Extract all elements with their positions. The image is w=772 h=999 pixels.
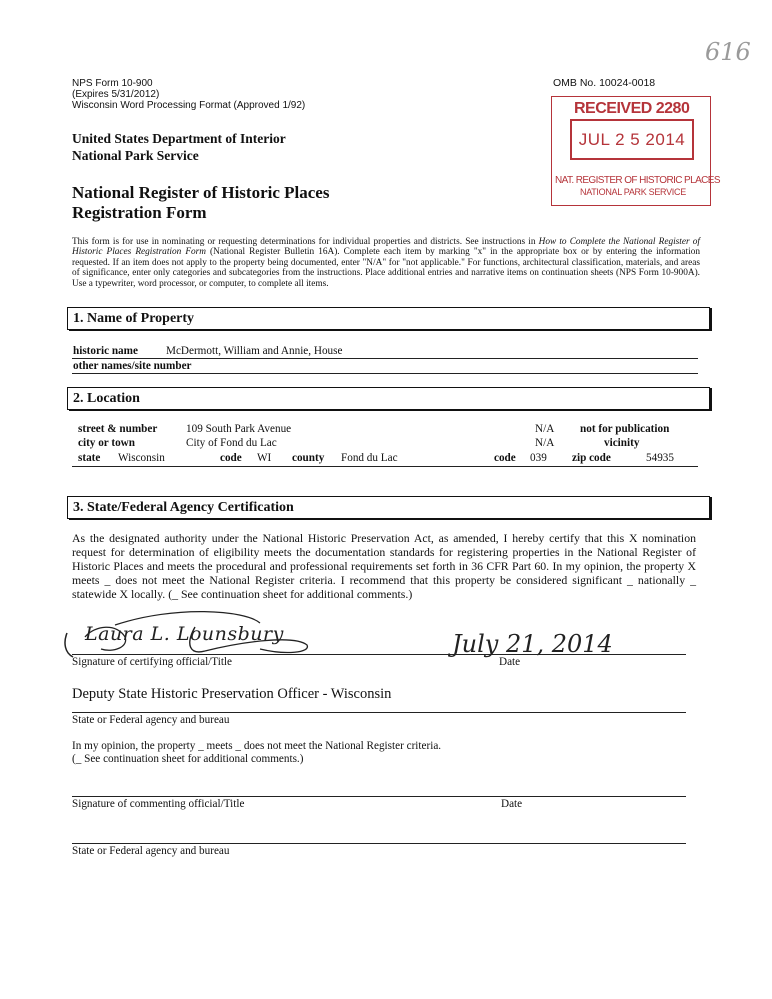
form-title-line1: National Register of Historic Places — [72, 183, 330, 202]
form-format: Wisconsin Word Processing Format (Approved 1/92) — [72, 100, 306, 111]
stamp-date: JUL 2 5 2014 — [578, 130, 686, 149]
state-code-value[interactable]: WI — [257, 452, 272, 464]
street-label: street & number — [78, 423, 158, 435]
date-label: Date — [499, 656, 521, 668]
vicinity-label: vicinity — [604, 437, 640, 449]
signature-label: Signature of certifying official/Title — [72, 656, 233, 668]
section-1-header: 1. Name of Property — [67, 307, 710, 330]
opinion-line2: (_ See continuation sheet for additional comments.) — [72, 753, 304, 765]
zip-value[interactable]: 54935 — [646, 452, 674, 464]
not-for-publication: not for publication — [580, 423, 670, 435]
zip-label: zip code — [572, 452, 611, 464]
state-code-label: code — [220, 452, 242, 464]
stamp-date-box — [570, 119, 694, 160]
received-stamp — [551, 96, 720, 206]
street-na: N/A — [535, 423, 555, 435]
service-name: National Park Service — [72, 148, 199, 163]
stamp-received: RECEIVED 2280 — [574, 100, 690, 117]
state-label: state — [78, 452, 101, 464]
rule — [72, 654, 686, 655]
rule — [72, 796, 686, 797]
form-title-line2: Registration Form — [72, 203, 207, 222]
county-code-label: code — [494, 452, 516, 464]
rule — [72, 373, 698, 374]
certification-statement: As the designated authority under the National Historic Preservation Act, as amended, I hereby certify that this X nomination request for determination of eligibility meets the documentation standards for registering properties in the National Register of Historic Places and meets the procedural and professional requirements set forth in 36 CFR Part 60. In my opinion, the property X meets _ does not meet the National Register criteria. I recommend that this property be considered significant _ nationally _ statewide X locally. (_ See continuation sheet for additional comments.) — [72, 531, 696, 601]
section-3-header: 3. State/Federal Agency Certification — [67, 496, 710, 519]
city-value[interactable]: City of Fond du Lac — [186, 437, 277, 449]
intro-instructions: This form is for use in nominating or requesting determinations for individual properties and districts. See instructions in How to Complete the National Register of Historic Places Registration Form (National Register Bulletin 16A). Complete each item by marking "x" in the appropriate box or by entering the information requested. If an item does not apply to the property being documented, enter "N/A" for "not applicable." For functions, architectural classification, materials, and areas of significance, enter only categories and subcategories from the instructions. Place additional entries and narrative items on continuation sheets (NPS Form 10-900A). Use a typewriter, word processor, or computer, to complete all items. — [72, 237, 700, 289]
city-na: N/A — [535, 437, 555, 449]
agency-bureau-label-2: State or Federal agency and bureau — [72, 845, 230, 857]
section-2-header: 2. Location — [67, 387, 710, 410]
commenting-date-label: Date — [501, 798, 523, 810]
form-expiration: (Expires 5/31/2012) — [72, 89, 160, 100]
city-label: city or town — [78, 437, 135, 449]
form-number: NPS Form 10-900 — [72, 78, 153, 89]
rule — [72, 712, 686, 713]
handwritten-date: July 21, 2014 — [452, 630, 613, 658]
state-value[interactable]: Wisconsin — [118, 452, 165, 464]
commenting-signature-label: Signature of commenting official/Title — [72, 798, 245, 810]
rule — [72, 358, 698, 359]
county-value[interactable]: Fond du Lac — [341, 452, 398, 464]
other-names-label: other names/site number — [73, 360, 192, 372]
department-name: United States Department of Interior — [72, 131, 286, 146]
historic-name-label: historic name — [73, 345, 138, 357]
county-label: county — [292, 452, 325, 464]
street-value[interactable]: 109 South Park Avenue — [186, 423, 292, 435]
rule — [72, 843, 686, 844]
handwritten-signature: Laura L. Lounsbury — [85, 623, 284, 645]
agency-bureau-label: State or Federal agency and bureau — [72, 714, 230, 726]
opinion-line1: In my opinion, the property _ meets _ does not meet the National Register criteria. — [72, 740, 442, 752]
official-title: Deputy State Historic Preservation Officer - Wisconsin — [72, 686, 392, 702]
omb-number: OMB No. 10024-0018 — [553, 77, 656, 89]
historic-name-value[interactable]: McDermott, William and Annie, House — [166, 345, 343, 357]
county-code-value[interactable]: 039 — [530, 452, 547, 464]
rule — [72, 466, 698, 467]
stamp-line1: NAT. REGISTER OF HISTORIC PLACES — [555, 175, 720, 186]
handwritten-mark: 616 — [705, 38, 751, 66]
stamp-line2: NATIONAL PARK SERVICE — [580, 187, 686, 197]
